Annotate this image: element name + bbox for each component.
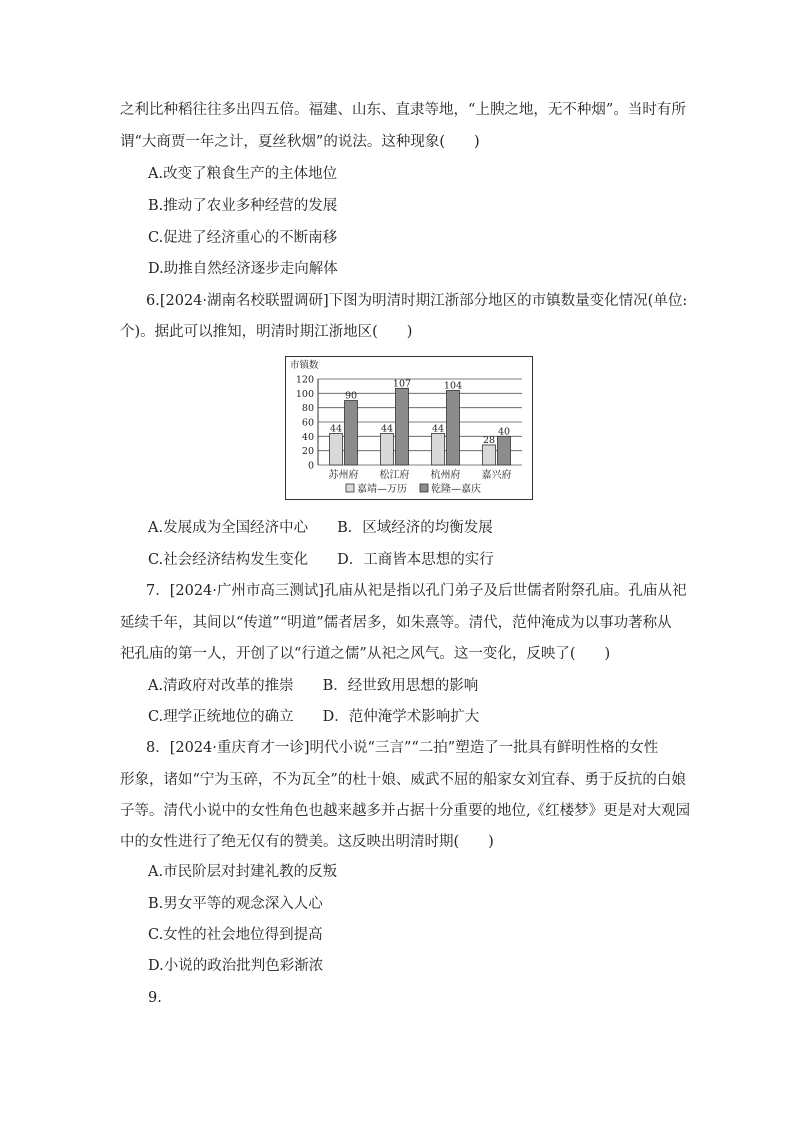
bar-value-label: 104 — [443, 380, 463, 392]
q9-number: 9. — [148, 990, 162, 1006]
bar-series2 — [447, 390, 460, 465]
q8-option-d[interactable]: D.小说的政治批判色彩渐浓 — [148, 958, 324, 974]
q7-options-row1[interactable]: A.清政府对改革的推崇 B．经世致用思想的影响 — [148, 678, 479, 694]
q8-option-c[interactable]: C.女性的社会地位得到提高 — [148, 927, 323, 943]
q8-stem-line4: 中的女性进行了绝无仅有的赞美。这反映出明清时期( ) — [120, 834, 494, 850]
y-tick-label: 100 — [295, 388, 314, 400]
y-tick-label: 60 — [301, 417, 314, 429]
q8-option-a[interactable]: A.市民阶层对封建礼教的反叛 — [148, 864, 338, 880]
y-tick-label: 120 — [295, 374, 314, 386]
bar-value-label: 90 — [344, 390, 358, 402]
x-category-label: 松江府 — [379, 470, 410, 481]
q6-stem-line2: 个)。据此可以推知，明清时期江浙地区( ) — [120, 324, 413, 340]
bar-value-label: 107 — [392, 378, 412, 390]
bar-value-label: 44 — [329, 423, 343, 435]
x-category-label: 杭州府 — [430, 470, 461, 481]
q8-stem-line3: 子等。清代小说中的女性角色也越来越多并占据十分重要的地位,《红楼梦》更是对大观园 — [120, 803, 691, 819]
q5-stem-line2: 谓“大商贾一年之计，夏丝秋烟”的说法。这种现象( ) — [120, 134, 480, 150]
q7-stem-line3: 祀孔庙的第一人，开创了以“行道之儒”从祀之风气。这一变化，反映了( ) — [120, 646, 611, 662]
legend-label: 嘉靖—万历 — [357, 484, 407, 495]
q8-stem-line1: 8．[2024·重庆育才一诊]明代小说“三言”“二拍”塑造了一批具有鲜明性格的女性 — [146, 740, 659, 756]
q5-option-c[interactable]: C.促进了经济重心的不断南移 — [148, 230, 338, 246]
y-tick-label: 80 — [301, 403, 314, 415]
bar-value-label: 44 — [380, 423, 394, 435]
y-tick-label: 0 — [307, 460, 314, 472]
bar-value-label: 28 — [482, 434, 496, 446]
x-category-label: 嘉兴府 — [481, 470, 512, 481]
q5-stem-line1: 之利比种稻往往多出四五倍。福建、山东、直隶等地，“上腴之地，无不种烟”。当时有所 — [120, 102, 686, 118]
bar-series1 — [483, 445, 496, 465]
y-tick-label: 40 — [301, 431, 314, 443]
q8-stem-line2: 形象，诸如“宁为玉碎，不为瓦全”的杜十娘、威武不屈的船家女刘宜春、勇于反抗的白娘 — [120, 772, 686, 788]
q5-option-b[interactable]: B.推动了农业多种经营的发展 — [148, 198, 338, 214]
x-category-label: 苏州府 — [328, 470, 359, 481]
q6-stem-line1: 6.[2024·湖南名校联盟调研]下图为明清时期江浙部分地区的市镇数量变化情况(单位: — [146, 293, 688, 309]
q5-option-d[interactable]: D.助推自然经济逐步走向解体 — [148, 261, 338, 277]
q7-stem-line2: 延续千年，其间以“传道”“明道”儒者居多，如朱熹等。清代，范仲淹成为以事功著称从 — [120, 615, 672, 631]
y-axis-label: 市镇数 — [290, 360, 319, 371]
bar-series1 — [432, 433, 445, 465]
bar-series2 — [396, 388, 409, 465]
bar-chart-svg — [286, 357, 532, 499]
legend-label: 乾隆—嘉庆 — [431, 484, 481, 495]
legend-swatch — [346, 484, 354, 492]
y-tick-label: 20 — [301, 446, 314, 458]
q6-options-row2[interactable]: C.社会经济结构发生变化 D．工商皆本思想的实行 — [148, 552, 494, 568]
bar-value-label: 40 — [497, 426, 511, 438]
q5-option-a[interactable]: A.改变了粮食生产的主体地位 — [148, 166, 338, 182]
bar-series1 — [330, 433, 343, 465]
q8-option-b[interactable]: B.男女平等的观念深入人心 — [148, 896, 323, 912]
q7-options-row2[interactable]: C.理学正统地位的确立 D．范仲淹学术影响扩大 — [148, 709, 480, 725]
q7-stem-line1: 7．[2024·广州市高三测试]孔庙从祀是指以孔门弟子及后世儒者附祭孔庙。孔庙从祀 — [146, 583, 687, 599]
legend-swatch — [420, 484, 428, 492]
q6-options-row1[interactable]: A.发展成为全国经济中心 B．区域经济的均衡发展 — [148, 520, 493, 536]
bar-series2 — [498, 436, 511, 465]
bar-series2 — [345, 401, 358, 466]
bar-value-label: 44 — [431, 423, 445, 435]
bar-chart — [285, 356, 533, 500]
bar-series1 — [381, 433, 394, 465]
